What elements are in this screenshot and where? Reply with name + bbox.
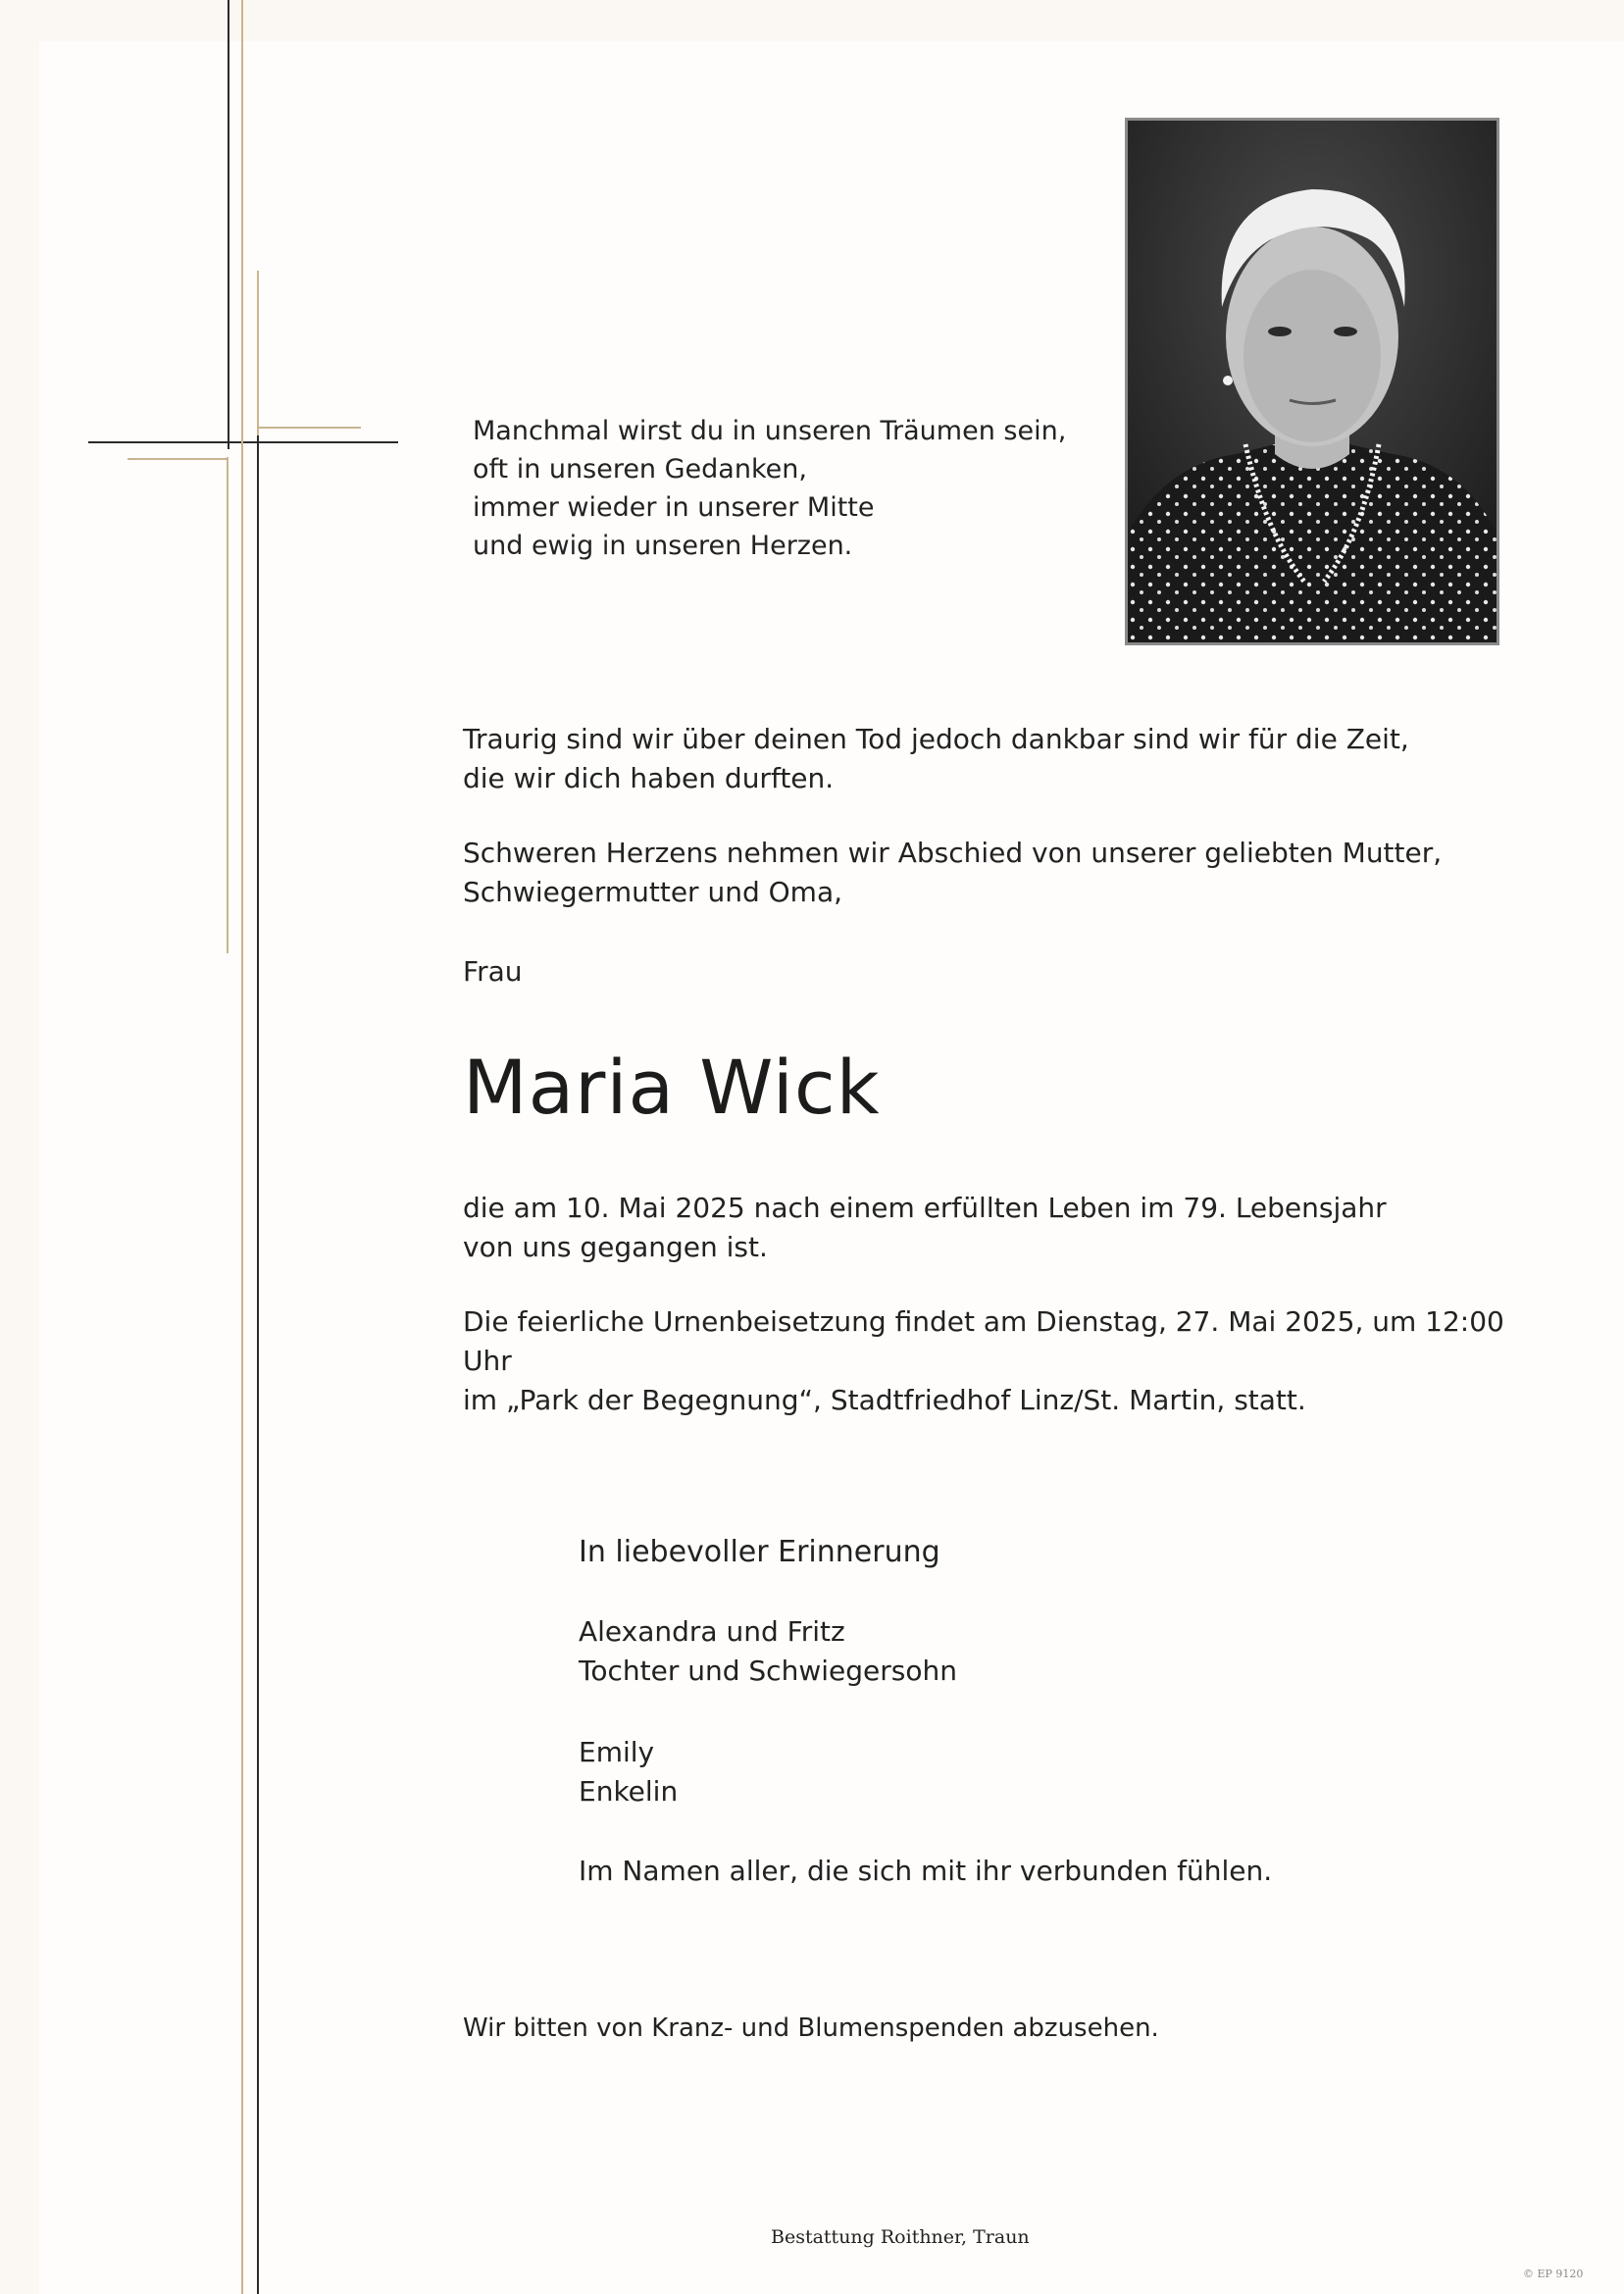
cross-vertical-gold-line-upper: [257, 271, 259, 435]
salutation: Frau: [463, 955, 523, 988]
cross-horizontal-gold-line-upper: [259, 427, 361, 429]
deceased-name: Maria Wick: [463, 1044, 881, 1131]
cross-vertical-gold-line: [241, 0, 243, 2294]
flowers-request: Wir bitten von Kranz- und Blumenspenden abzusehen.: [463, 2014, 1159, 2043]
print-code: © EP 9120: [1523, 2268, 1584, 2280]
cross-vertical-dark-line-lower: [257, 432, 259, 2294]
portrait-image: [1128, 121, 1497, 642]
memory-heading: In liebevoller Erinnerung: [579, 1535, 940, 1569]
cross-horizontal-gold-line-lower: [127, 458, 228, 460]
poem-text: Manchmal wirst du in unseren Träumen sein, oft in unseren Gedanken, immer wieder in unserer Mitte und ewig in unseren Herzen.: [473, 416, 1067, 561]
family-granddaughter: Emily Enkelin: [579, 1736, 679, 1808]
portrait-photo: [1125, 118, 1499, 645]
cross-horizontal-dark-line: [88, 441, 398, 443]
death-date-paragraph: die am 10. Mai 2025 nach einem erfüllten Leben im 79. Lebensjahr von uns gegangen ist.: [463, 1192, 1387, 1263]
cross-vertical-dark-line: [228, 0, 229, 449]
all-mourners-line: Im Namen aller, die sich mit ihr verbunden fühlen.: [579, 1855, 1273, 1887]
funeral-home-footer: Bestattung Roithner, Traun: [771, 2226, 1030, 2248]
condolence-paragraph: Traurig sind wir über deinen Tod jedoch dankbar sind wir für die Zeit, die wir dich haben durften.: [463, 723, 1409, 794]
funeral-details-paragraph: Die feierliche Urnenbeisetzung findet am Dienstag, 27. Mai 2025, um 12:00 Uhr im „Park der Begegnung“, Stadtfriedhof Linz/St. Martin, statt.: [463, 1305, 1504, 1416]
cross-vertical-gold-line-lower: [227, 457, 228, 953]
farewell-paragraph: Schweren Herzens nehmen wir Abschied von unserer geliebten Mutter, Schwiegermutter und Oma,: [463, 837, 1443, 908]
family-daughter: Alexandra und Fritz Tochter und Schwiegersohn: [579, 1615, 957, 1687]
